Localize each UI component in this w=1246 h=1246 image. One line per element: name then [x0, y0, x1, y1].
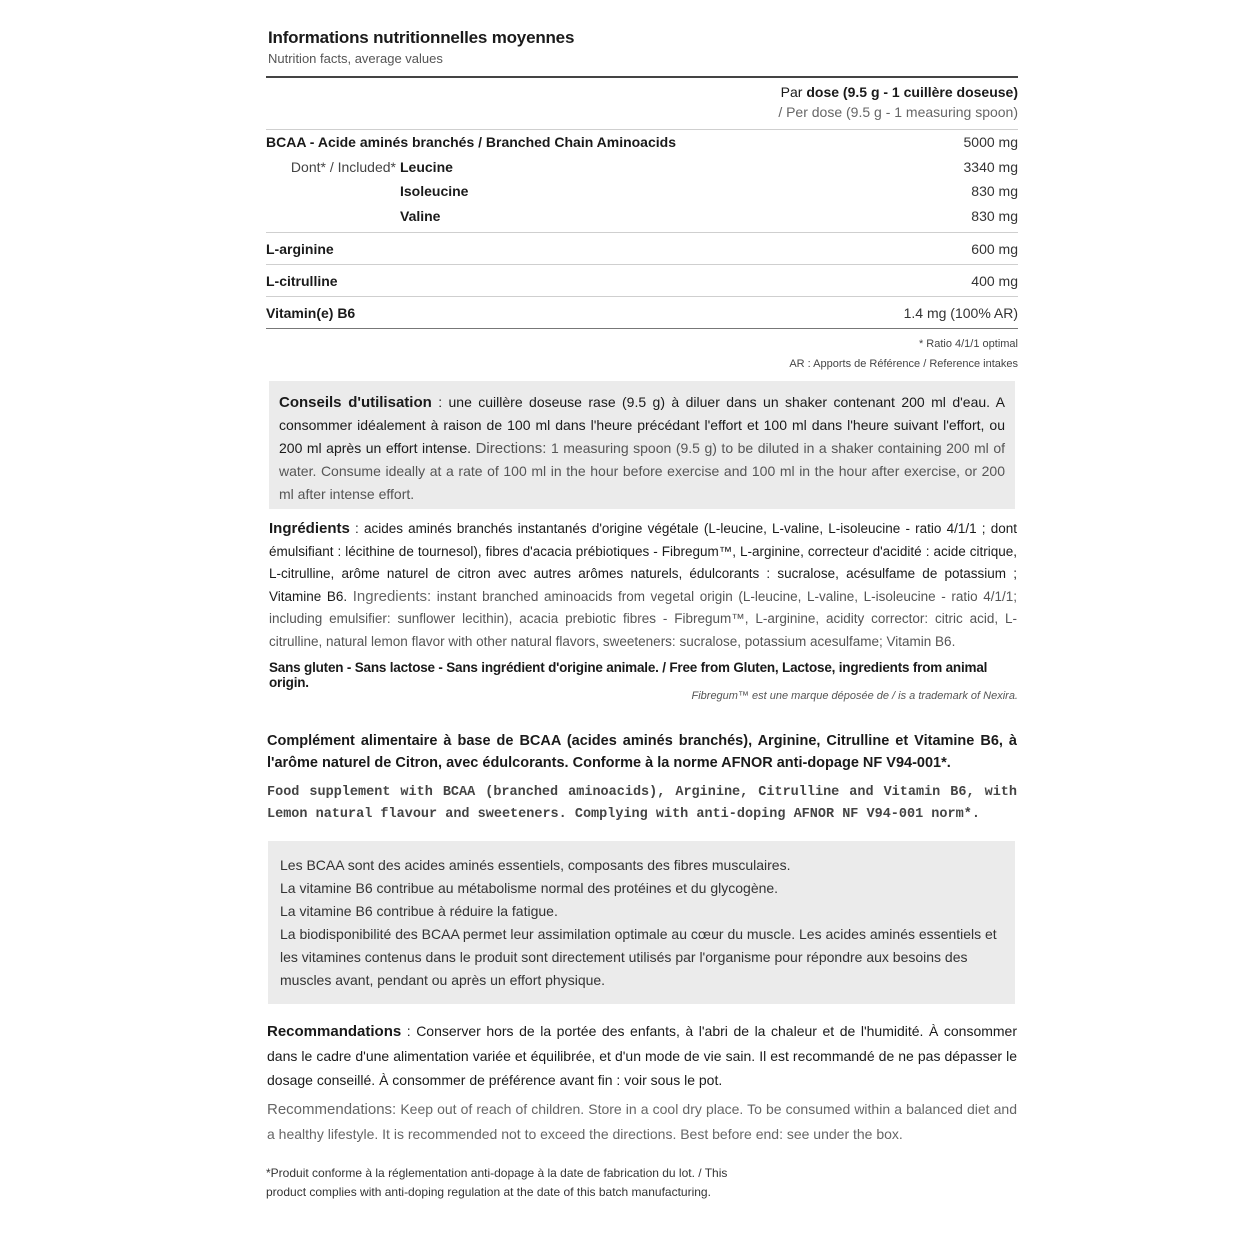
recommendations-text-fr: : Conserver hors de la portée des enfants, à l'abri de la chaleur et de l'humidité. À consommer dans le cadre d'une alimentation variée et équilibrée, et d'un mode de vie sain. Il est recommandé de ne pas dépasser le dosage conseillé. À consommer de préférence avant fin : voir sous le pot. — [267, 1023, 1017, 1088]
ingredients-label-en: Ingredients: — [352, 587, 432, 605]
table-bottom-rule — [266, 328, 1018, 329]
recommendations-en — [267, 1097, 1017, 1146]
nutrition-table — [266, 76, 1018, 329]
recommendations-label-en: Recommendations: — [267, 1101, 397, 1118]
usage-label-fr: Conseils d'utilisation — [279, 394, 432, 411]
ratio-note: * Ratio 4/1/1 optimal — [918, 338, 1018, 350]
table-column-header-en: / Per dose (9.5 g - 1 measuring spoon) — [778, 104, 1018, 120]
column-header-prefix: Par — [780, 84, 807, 100]
page-subtitle: Nutrition facts, average values — [268, 51, 443, 66]
table-row-arginine — [266, 233, 1018, 264]
usage-box — [269, 381, 1015, 509]
table-row-leucine — [266, 155, 1018, 180]
row-value: 400 mg — [971, 272, 1018, 289]
ingredients — [269, 518, 1017, 653]
claim-line: Les BCAA sont des acides aminés essentiels, composants des fibres musculaires. — [280, 857, 791, 873]
claims-box — [268, 841, 1015, 1004]
row-value: 1.4 mg (100% AR) — [903, 304, 1018, 321]
usage-text-en: 1 measuring spoon (9.5 g) to be diluted in a shaker containing 200 ml of water. Consume ideally at a rate of 100 ml in the hour before exercise and 100 ml in the hour after exercise, or 200 ml after intense effort. — [279, 440, 1005, 502]
free-from-statement: Sans gluten - Sans lactose - Sans ingrédient d'origine animale. / Free from Gluten, Lactose, ingredients from animal origin. — [269, 660, 988, 690]
row-value: 5000 mg — [963, 134, 1018, 151]
row-value: 3340 mg — [963, 158, 1018, 175]
usage-text-fr: : une cuillère doseuse rase (9.5 g) à diluer dans un shaker contenant 200 ml d'eau. A consommer idéalement à raison de 100 ml dans l'heure précédant l'effort et 100 ml dans l'heure suivant l'effort, ou 200 ml après un effort intense. — [279, 394, 1006, 456]
row-value: 600 mg — [971, 240, 1018, 257]
row-value: 830 mg — [971, 207, 1018, 224]
claim-line: La vitamine B6 contribue au métabolisme normal des protéines et du glycogène. — [280, 880, 779, 896]
footnote: *Produit conforme à la réglementation anti-dopage à la date de fabrication du lot. / This product complies with anti-doping regulation at the date of this batch manufacturing. — [266, 1166, 728, 1199]
row-label: Leucine — [400, 158, 453, 175]
recommendations-text-en: Keep out of reach of children. Store in a cool dry place. To be consumed within a balanced diet and a healthy lifestyle. It is recommended not to exceed the directions. Best before end: see under the box. — [267, 1101, 1017, 1142]
usage-text — [269, 381, 1015, 506]
table-row-citrulline — [266, 265, 1018, 296]
recommendations-fr — [267, 1019, 1017, 1092]
table-row-valine — [266, 204, 1018, 229]
recommendations-label-fr: Recommandations — [267, 1023, 402, 1040]
row-label: BCAA - Acide aminés branchés / Branched Chain Aminoacids — [266, 134, 676, 151]
row-value: 830 mg — [971, 183, 1018, 200]
supplement-description-fr: Complément alimentaire à base de BCAA (acides aminés branchés), Arginine, Citrulline et Vitamine B6, à l'arôme naturel de Citron, avec édulcorants. Conforme à la norme AFNOR anti-dopage NF V94-001*. — [267, 733, 1017, 771]
row-label: L-citrulline — [266, 272, 338, 289]
usage-label-en: Directions: — [475, 440, 547, 457]
table-row-isoleucine — [266, 179, 1018, 204]
row-label: Vitamin(e) B6 — [266, 304, 356, 321]
column-header-bold: dose (9.5 g - 1 cuillère doseuse) — [806, 84, 1018, 100]
ingredients-text-fr: : acides aminés branchés instantanés d'origine végétale (L-leucine, L-valine, L-isoleucine - ratio 4/1/1 ; dont émulsifiant : lécithine de tournesol), fibres d'acacia prébiotiques - Fibregum™, L-arginine, correcteur d'acidité : acide citrique, L-citrulline, arôme naturel de citron avec autres arômes naturels, édulcorants : sucralose, acésulfame de potassium ; Vitamine B6. — [269, 521, 1017, 604]
reference-intakes-note: AR : Apports de Référence / Reference intakes — [789, 358, 1018, 370]
row-label: L-arginine — [266, 240, 334, 257]
table-row-b6 — [266, 297, 1018, 328]
included-label: Dont* / Included* — [290, 158, 396, 175]
claim-line: La biodisponibilité des BCAA permet leur assimilation optimale au cœur du muscle. Les acides aminés essentiels et les vitamines contenus dans le produit sont directement utilisés par l'organisme pour répondre aux besoins des muscles avant, pendant ou après un effort physique. — [280, 926, 997, 988]
trademark-note: Fibregum™ est une marque déposée de / is a trademark of Nexira. — [691, 690, 1018, 702]
ingredients-text-en: instant branched aminoacids from vegetal origin (L-leucine, L-valine, L-isoleucine - ratio 4/1/1; including emulsifier: sunflower lecithin), acacia prebiotic fibres - Fibregum™, L-arginine, acidity corrector: citric acid, L-citrulline, natural lemon flavor with other natural flavors, sweeteners: sucralose, potassium acesulfame; Vitamin B6. — [269, 588, 1018, 649]
claims-text — [268, 841, 1015, 992]
row-label: Isoleucine — [400, 183, 469, 200]
row-label: Valine — [400, 207, 441, 224]
page-title: Informations nutritionnelles moyennes — [268, 28, 575, 47]
claim-line: La vitamine B6 contribue à réduire la fatigue. — [280, 903, 558, 919]
table-column-header — [266, 78, 1018, 104]
ingredients-label-fr: Ingrédients — [269, 520, 350, 537]
table-row-bcaa — [266, 130, 1018, 155]
supplement-description-en: Food supplement with BCAA (branched aminoacids), Arginine, Citrulline and Vitamin B6, with Lemon natural flavour and sweeteners. Complying with anti-doping AFNOR NF V94-001 norm*. — [267, 785, 1017, 822]
